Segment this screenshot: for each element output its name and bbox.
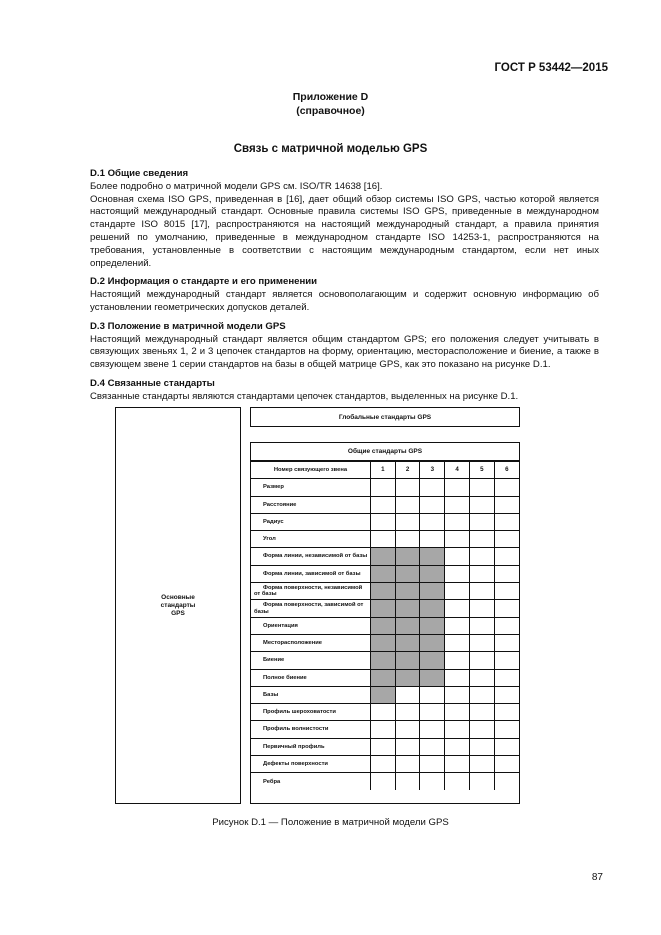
- section-d4: [90, 378, 599, 404]
- matrix-cell: [395, 513, 420, 530]
- matrix-cell: [395, 634, 420, 651]
- matrix-cell: [445, 652, 470, 669]
- matrix-cell: [370, 479, 395, 496]
- matrix-cell: [445, 617, 470, 634]
- paragraph: Связанные стандарты являются стандартами цепочек стандартов, выделенных на рисунке D.1.: [90, 390, 519, 402]
- matrix-row: [251, 583, 519, 600]
- matrix-row: [251, 548, 519, 565]
- matrix-row: [251, 756, 519, 773]
- document-body: [90, 166, 599, 404]
- matrix-cell: [420, 669, 445, 686]
- matrix-cell: [469, 738, 494, 755]
- matrix-row-name: Дефекты поверхности: [251, 756, 370, 773]
- section-d1: [90, 168, 599, 270]
- column-header: 1: [370, 462, 395, 479]
- link-number-header: Номер связующего звена: [251, 462, 370, 479]
- matrix-row-name: Биение: [251, 652, 370, 669]
- matrix-cell: [395, 617, 420, 634]
- matrix-cell: [445, 479, 470, 496]
- matrix-row-name: Базы: [251, 686, 370, 703]
- section-heading: D.4 Связанные стандарты: [90, 377, 215, 389]
- matrix-row-name: Расстояние: [251, 496, 370, 513]
- matrix-cell: [494, 756, 519, 773]
- matrix-row-name: Размер: [251, 479, 370, 496]
- column-header: 4: [445, 462, 470, 479]
- general-standards-box: [250, 442, 520, 804]
- paragraph: Настоящий международный стандарт является общим стандартом GPS; его положения следует учитывать в связующих звеньях 1, 2 и 3 цепочек стандартов на форму, ориентацию, месторасположение и биение, а также в связующем звене 1 серии стандартов на базы в общей матрице GPS, как это показано на рисунке D.1.: [90, 333, 599, 371]
- matrix-cell: [469, 773, 494, 790]
- matrix-cell: [445, 721, 470, 738]
- matrix-cell: [494, 479, 519, 496]
- matrix-cell: [420, 513, 445, 530]
- matrix-cell: [420, 634, 445, 651]
- matrix-cell: [370, 531, 395, 548]
- matrix-row: [251, 773, 519, 790]
- matrix-cell: [494, 704, 519, 721]
- matrix-cell: [370, 617, 395, 634]
- matrix-cell: [469, 513, 494, 530]
- matrix-cell: [420, 600, 445, 617]
- matrix-cell: [469, 565, 494, 582]
- matrix-cell: [395, 738, 420, 755]
- section-d2: [90, 276, 599, 314]
- matrix-cell: [494, 565, 519, 582]
- matrix-cell: [445, 634, 470, 651]
- matrix-cell: [445, 773, 470, 790]
- matrix-cell: [395, 531, 420, 548]
- matrix-cell: [445, 583, 470, 600]
- matrix-cell: [370, 686, 395, 703]
- matrix-cell: [469, 652, 494, 669]
- matrix-cell: [494, 548, 519, 565]
- matrix-cell: [494, 496, 519, 513]
- matrix-cell: [395, 600, 420, 617]
- matrix-cell: [445, 756, 470, 773]
- matrix-row-name: Форма поверхности, независимой от базы: [251, 583, 370, 600]
- matrix-row: [251, 669, 519, 686]
- matrix-cell: [395, 756, 420, 773]
- fundamental-standards-box: [115, 407, 241, 804]
- matrix-cell: [469, 531, 494, 548]
- matrix-cell: [469, 600, 494, 617]
- paragraph: Основная схема ISO GPS, приведенная в [16], дает общий обзор системы ISO GPS, частью которой является настоящий международный стандарт. Основные правила системы ISO GPS, приведенные в международном стандарте ISO 8015 [17], распространяются на настоящий международный стандарт, а правила принятия решений по умолчанию, приведенные в международном стандарте ISO 14253-1, распространяются на требования, установленные в соответствии с настоящим международным стандартом, если нет иных определений.: [90, 193, 599, 269]
- matrix-cell: [370, 652, 395, 669]
- matrix-cell: [370, 669, 395, 686]
- matrix-cell: [445, 513, 470, 530]
- matrix-row: [251, 496, 519, 513]
- matrix-cell: [494, 617, 519, 634]
- matrix-cell: [420, 479, 445, 496]
- matrix-cell: [395, 652, 420, 669]
- figure-caption: Рисунок D.1 — Положение в матричной модели GPS: [212, 817, 449, 828]
- matrix-cell: [395, 496, 420, 513]
- general-standards-title: Общие стандарты GPS: [251, 443, 519, 461]
- matrix-row: [251, 686, 519, 703]
- matrix-row: [251, 704, 519, 721]
- matrix-cell: [420, 652, 445, 669]
- matrix-cell: [420, 721, 445, 738]
- matrix-cell: [469, 583, 494, 600]
- matrix-row-name: Форма поверхности, зависимой от базы: [251, 600, 370, 617]
- matrix-cell: [445, 496, 470, 513]
- matrix-cell: [469, 669, 494, 686]
- matrix-row-name: Угол: [251, 531, 370, 548]
- matrix-cell: [445, 600, 470, 617]
- matrix-row-name: Ориентация: [251, 617, 370, 634]
- matrix-cell: [395, 565, 420, 582]
- section-d3: [90, 321, 599, 372]
- matrix-cell: [395, 583, 420, 600]
- matrix-row-name: Профиль шероховатости: [251, 704, 370, 721]
- matrix-cell: [445, 548, 470, 565]
- matrix-cell: [494, 634, 519, 651]
- matrix-cell: [395, 721, 420, 738]
- matrix-cell: [395, 548, 420, 565]
- matrix-cell: [420, 704, 445, 721]
- matrix-cell: [420, 548, 445, 565]
- matrix-cell: [469, 548, 494, 565]
- matrix-row: [251, 600, 519, 617]
- matrix-cell: [370, 721, 395, 738]
- matrix-cell: [370, 496, 395, 513]
- matrix-cell: [370, 565, 395, 582]
- matrix-row-name: Радиус: [251, 513, 370, 530]
- matrix-cell: [445, 704, 470, 721]
- doc-code: ГОСТ Р 53442—2015: [494, 62, 608, 74]
- matrix-row: [251, 652, 519, 669]
- matrix-row: [251, 634, 519, 651]
- matrix-cell: [445, 531, 470, 548]
- column-header: 2: [395, 462, 420, 479]
- page-number: 87: [591, 872, 603, 883]
- matrix-cell: [469, 721, 494, 738]
- paragraph: Более подробно о матричной модели GPS см. ISO/TR 14638 [16].: [90, 180, 383, 192]
- matrix-row: [251, 531, 519, 548]
- matrix-cell: [420, 617, 445, 634]
- matrix-cell: [395, 704, 420, 721]
- matrix-cell: [445, 686, 470, 703]
- matrix-cell: [494, 738, 519, 755]
- matrix-row: [251, 565, 519, 582]
- matrix-cell: [494, 773, 519, 790]
- matrix-cell: [370, 600, 395, 617]
- matrix-cell: [494, 669, 519, 686]
- matrix-cell: [469, 496, 494, 513]
- matrix-cell: [494, 600, 519, 617]
- matrix-cell: [395, 479, 420, 496]
- matrix-cell: [494, 513, 519, 530]
- matrix-cell: [420, 531, 445, 548]
- matrix-row-name: Полное биение: [251, 669, 370, 686]
- matrix-cell: [420, 738, 445, 755]
- matrix-cell: [420, 496, 445, 513]
- matrix-cell: [395, 686, 420, 703]
- matrix-cell: [469, 704, 494, 721]
- gps-matrix: [251, 461, 519, 790]
- matrix-cell: [370, 548, 395, 565]
- matrix-cell: [395, 773, 420, 790]
- matrix-row-name: Первичный профиль: [251, 738, 370, 755]
- matrix-cell: [420, 686, 445, 703]
- matrix-cell: [494, 652, 519, 669]
- matrix-cell: [469, 756, 494, 773]
- matrix-row-name: Форма линии, зависимой от базы: [251, 565, 370, 582]
- matrix-cell: [494, 686, 519, 703]
- matrix-row-name: Месторасположение: [251, 634, 370, 651]
- matrix-cell: [370, 704, 395, 721]
- appendix-heading: [0, 90, 661, 118]
- matrix-cell: [395, 669, 420, 686]
- matrix-cell: [420, 565, 445, 582]
- matrix-header-row: [251, 462, 519, 479]
- matrix-cell: [370, 773, 395, 790]
- page-title: Связь с матричной моделью GPS: [233, 143, 428, 155]
- section-heading: D.1 Общие сведения: [90, 168, 189, 179]
- matrix-cell: [494, 531, 519, 548]
- matrix-cell: [469, 686, 494, 703]
- appendix-label: Приложение D: [292, 91, 369, 103]
- matrix-cell: [420, 756, 445, 773]
- global-standards-box: Глобальные стандарты GPS: [250, 407, 520, 427]
- column-header: 5: [469, 462, 494, 479]
- matrix-cell: [445, 669, 470, 686]
- matrix-cell: [445, 565, 470, 582]
- matrix-row: [251, 738, 519, 755]
- matrix-cell: [494, 583, 519, 600]
- matrix-cell: [370, 738, 395, 755]
- fundamental-standards-label: Основные стандарты GPS: [160, 593, 196, 617]
- section-heading: D.2 Информация о стандарте и его применении: [90, 276, 318, 288]
- matrix-row-name: Профиль волнистости: [251, 721, 370, 738]
- matrix-row: [251, 479, 519, 496]
- matrix-cell: [420, 773, 445, 790]
- matrix-cell: [370, 583, 395, 600]
- matrix-row: [251, 513, 519, 530]
- matrix-row: [251, 721, 519, 738]
- matrix-cell: [420, 583, 445, 600]
- matrix-row-name: Ребра: [251, 773, 370, 790]
- matrix-cell: [370, 756, 395, 773]
- matrix-row: [251, 617, 519, 634]
- matrix-cell: [494, 721, 519, 738]
- matrix-cell: [469, 479, 494, 496]
- section-heading: D.3 Положение в матричной модели GPS: [90, 320, 286, 332]
- paragraph: Настоящий международный стандарт является основополагающим и содержит основную информацию об установлении геометрических допусков деталей.: [90, 289, 599, 313]
- column-header: 3: [420, 462, 445, 479]
- matrix-row-name: Форма линии, независимой от базы: [251, 548, 370, 565]
- matrix-cell: [469, 634, 494, 651]
- column-header: 6: [494, 462, 519, 479]
- matrix-cell: [469, 617, 494, 634]
- matrix-cell: [370, 634, 395, 651]
- matrix-cell: [370, 513, 395, 530]
- appendix-kind: (справочное): [296, 105, 365, 117]
- matrix-cell: [445, 738, 470, 755]
